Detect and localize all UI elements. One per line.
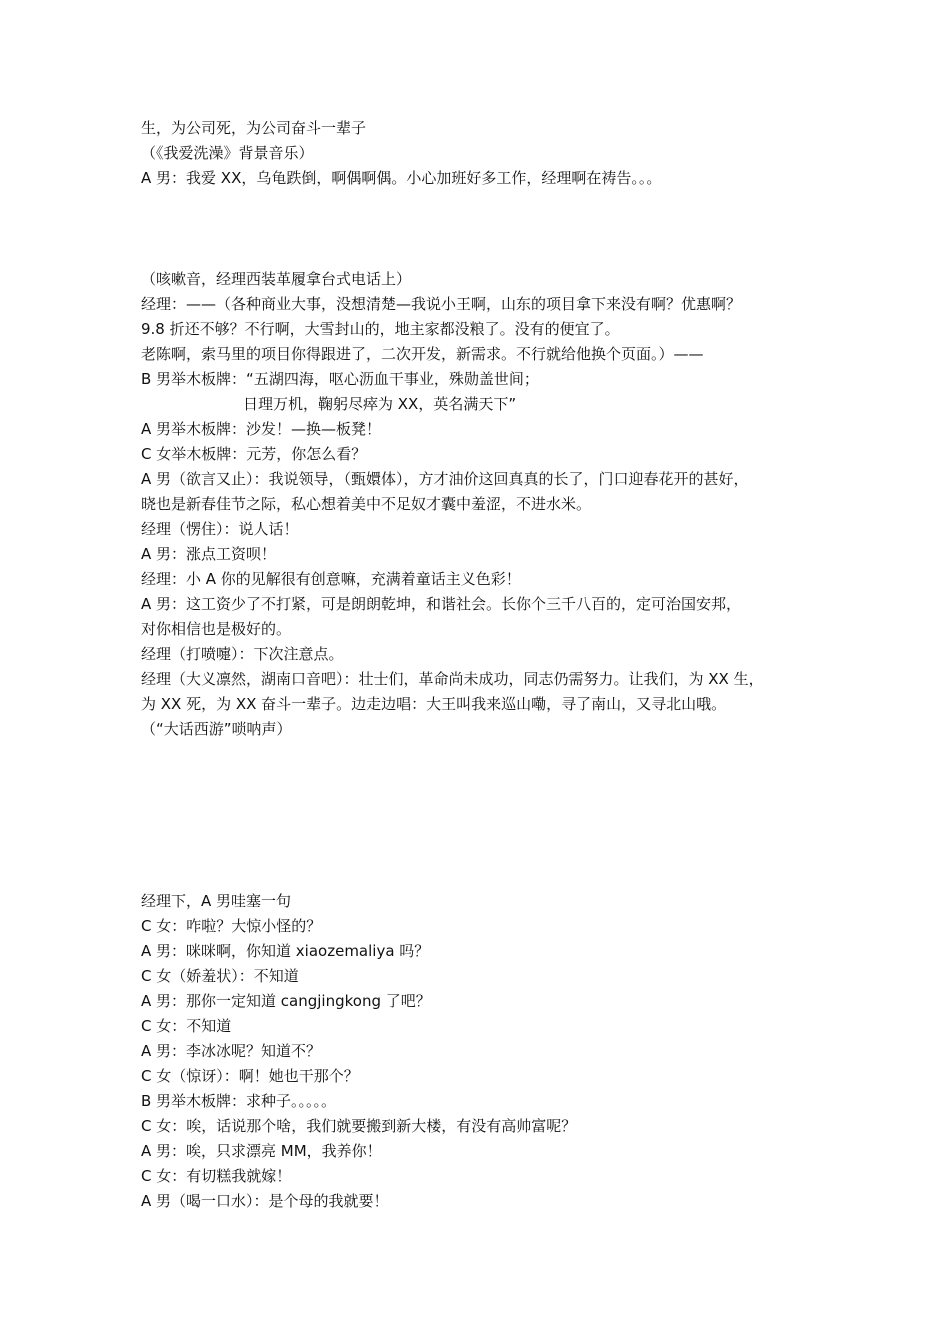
text-line: A 男：这工资少了不打紧，可是朗朗乾坤，和谐社会。长你个三千八百的，定可治国安邦，	[141, 595, 742, 613]
text-line: 日理万机，鞠躬尽瘁为 XX，英名满天下”	[243, 395, 517, 413]
text-line: （咳嗽音，经理西装革履拿台式电话上）	[141, 270, 412, 288]
text-line: 经理：——（各种商业大事，没想清楚—我说小王啊，山东的项目拿下来没有啊？优惠啊？	[141, 295, 742, 313]
text-line: A 男（欲言又止）：我说领导，（甄嬛体），方才油价这回真真的长了，门口迎春花开的甚好，	[141, 470, 749, 488]
text-line: 经理（大义凛然，湖南口音吧）：壮士们，革命尚未成功，同志仍需努力。让我们，为 XX 生，	[141, 670, 764, 688]
text-line: B 男举木板牌：“五湖四海，呕心沥血干事业，殊勋盖世间；	[141, 370, 539, 388]
text-line: C 女：有切糕我就嫁！	[141, 1167, 292, 1185]
text-line: A 男：我爱 XX，乌龟跌倒，啊偶啊偶。小心加班好多工作，经理啊在祷告。。。	[141, 169, 662, 187]
text-line: 经理下，A 男哇塞一句	[141, 892, 292, 910]
text-line: A 男：咪咪啊，你知道 xiaozemaliya 吗？	[141, 942, 430, 960]
text-line: 经理：小 A 你的见解很有创意嘛，充满着童话主义色彩！	[141, 570, 521, 588]
text-line: C 女（娇羞状）：不知道	[141, 967, 299, 985]
text-line: 晓也是新春佳节之际，私心想着美中不足奴才囊中羞涩，不进水米。	[141, 495, 592, 513]
text-line: B 男举木板牌：求种子。。。。。	[141, 1092, 337, 1110]
text-line: （“大话西游”唢呐声）	[141, 720, 292, 738]
text-line: C 女：咋啦？大惊小怪的？	[141, 917, 322, 935]
text-line: A 男举木板牌：沙发！—换—板凳！	[141, 420, 382, 438]
text-line: C 女：不知道	[141, 1017, 232, 1035]
text-line: 为 XX 死，为 XX 奋斗一辈子。边走边唱：大王叫我来巡山嘞，寻了南山，又寻北山哦。	[141, 695, 727, 713]
text-line: 生，为公司死，为公司奋斗一辈子	[141, 119, 367, 137]
text-line: 9.8 折还不够？不行啊，大雪封山的，地主家都没粮了。没有的便宜了。	[141, 320, 620, 338]
text-line: 老陈啊，索马里的项目你得跟进了，二次开发，新需求。不行就给他换个页面。）——	[141, 345, 704, 363]
text-line: C 女（惊讶）：啊！她也干那个？	[141, 1067, 359, 1085]
text-line: C 女举木板牌：元芳，你怎么看？	[141, 445, 367, 463]
text-line: C 女：唉，话说那个啥，我们就要搬到新大楼，有没有高帅富呢？	[141, 1117, 577, 1135]
text-line: A 男：李冰冰呢？知道不？	[141, 1042, 322, 1060]
text-line: 经理（愣住）：说人话！	[141, 520, 299, 538]
text-line: A 男：唉，只求漂亮 MM，我养你！	[141, 1142, 382, 1160]
text-line: A 男：涨点工资呗！	[141, 545, 277, 563]
text-line: A 男：那你一定知道 cangjingkong 了吧？	[141, 992, 431, 1010]
text-line: A 男（喝一口水）：是个母的我就要！	[141, 1192, 389, 1210]
text-line: （《我爱洗澡》背景音乐）	[141, 144, 314, 162]
text-line: 对你相信也是极好的。	[141, 620, 292, 638]
text-line: 经理（打喷嚏）：下次注意点。	[141, 645, 344, 663]
